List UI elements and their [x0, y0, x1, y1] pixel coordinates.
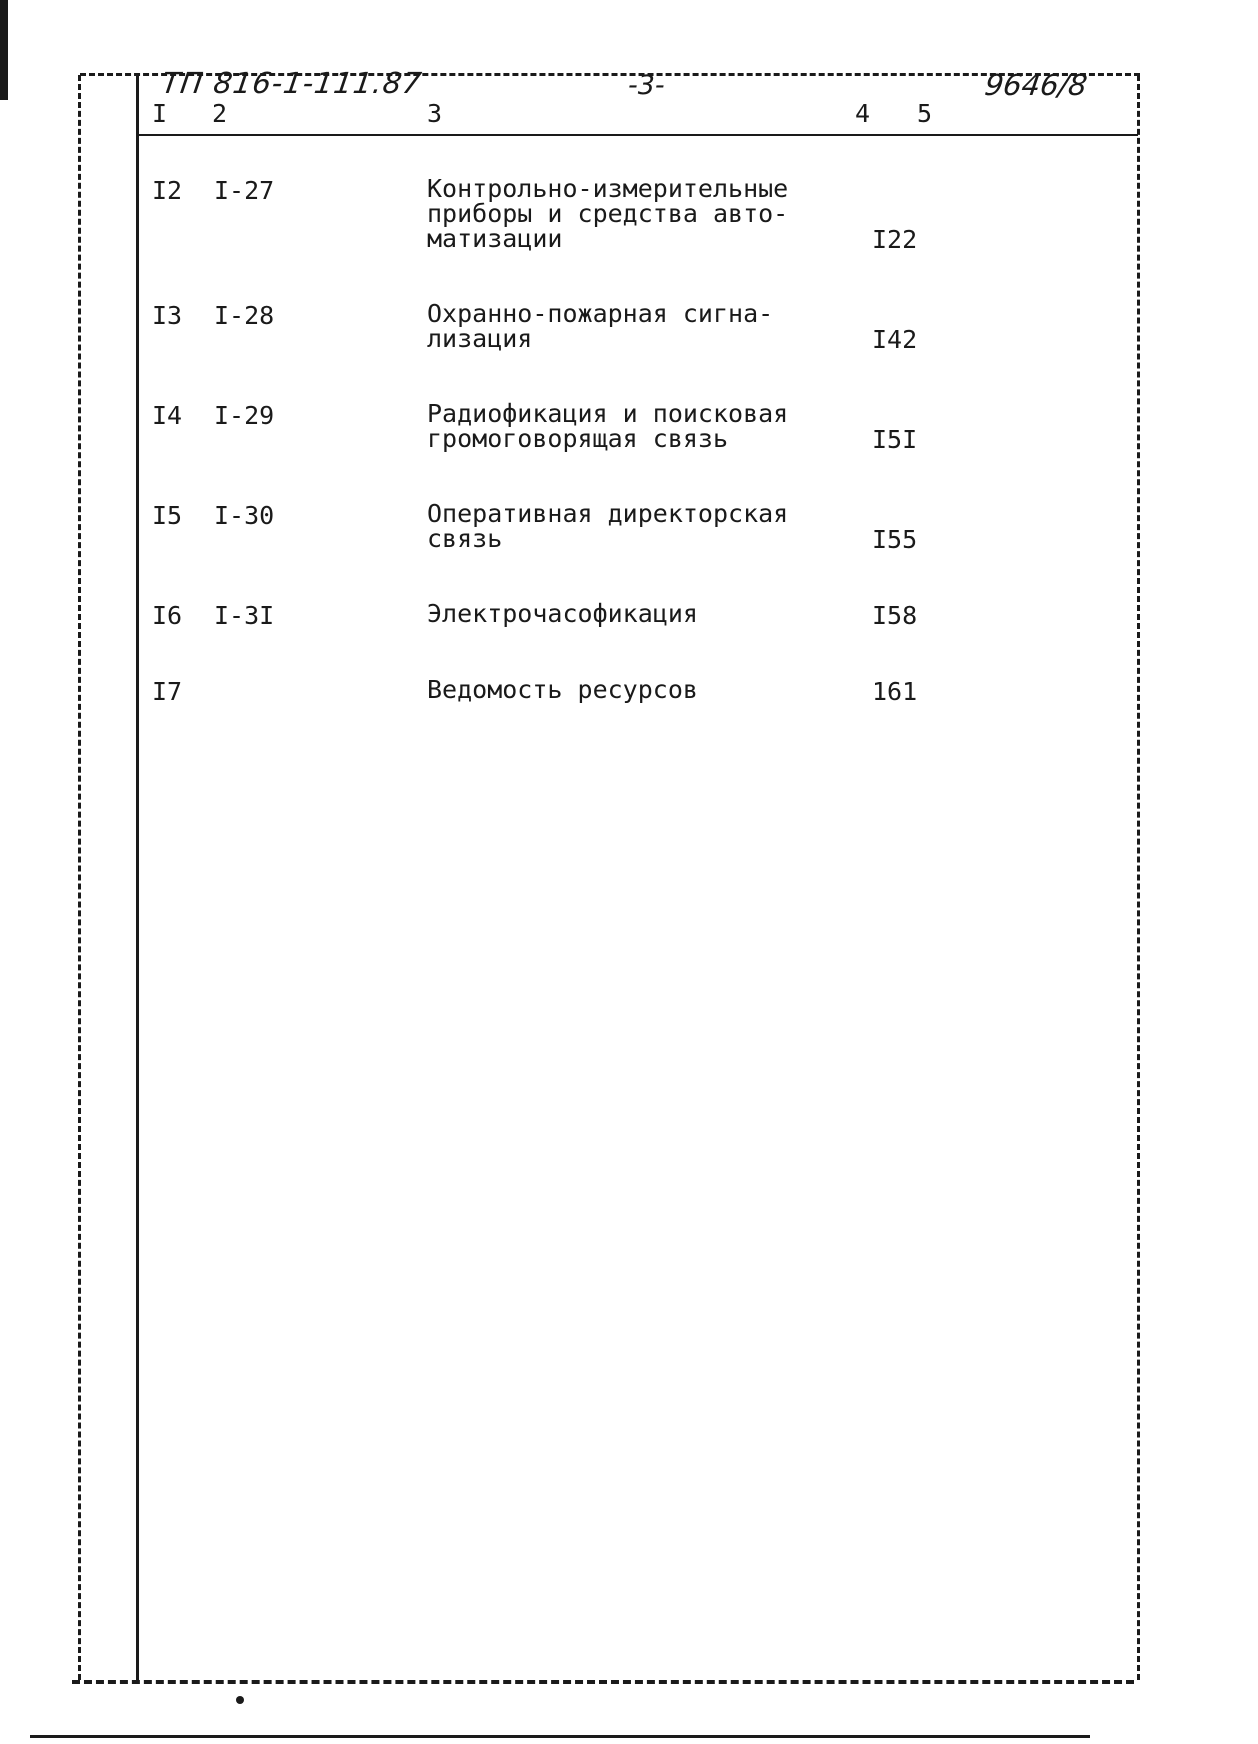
- row-number: I4: [152, 401, 183, 430]
- row-code: I-30: [214, 501, 275, 530]
- row-code: I-29: [214, 401, 275, 430]
- frame-left-inner-border: [136, 75, 139, 1680]
- row-page: 161: [872, 677, 918, 706]
- row-number: I3: [152, 301, 183, 330]
- row-title-line: Радиофикация и поисковая: [427, 399, 789, 428]
- scan-edge-mark: [0, 0, 8, 100]
- row-title: [427, 501, 807, 551]
- row-title-line: матизации: [427, 224, 563, 253]
- column-header-5: 5: [917, 99, 933, 128]
- ink-dot: [236, 1696, 244, 1704]
- row-title-line: Ведомость ресурсов: [427, 675, 698, 704]
- column-header-3: 3: [427, 99, 443, 128]
- frame-left-outer-border: [78, 75, 81, 1680]
- row-code: I-28: [214, 301, 275, 330]
- archive-number: 9646/8: [982, 68, 1090, 102]
- frame-bottom-border: [72, 1680, 1134, 1684]
- row-page: I55: [872, 525, 918, 554]
- row-title-line: лизация: [427, 324, 533, 353]
- row-title-line: Контрольно-измерительные: [427, 174, 789, 203]
- row-title-line: приборы и средства авто-: [427, 199, 789, 228]
- row-title-line: Электрочасофикация: [427, 599, 698, 628]
- row-title-line: связь: [427, 524, 503, 553]
- row-title: [427, 301, 807, 351]
- column-header-1: I: [152, 99, 168, 128]
- document-code: ТП 816-1-111.87: [159, 66, 425, 100]
- row-number: I6: [152, 601, 183, 630]
- row-title: [427, 601, 807, 626]
- row-number: I7: [152, 677, 183, 706]
- row-number: I2: [152, 176, 183, 205]
- row-title: [427, 176, 807, 251]
- row-title-line: Оперативная директорская: [427, 499, 789, 528]
- row-title: [427, 401, 807, 451]
- column-header-4: 4: [855, 99, 871, 128]
- row-page: I22: [872, 225, 918, 254]
- column-header-2: 2: [212, 99, 228, 128]
- row-code: I-3I: [214, 601, 275, 630]
- row-page: I5I: [872, 425, 918, 454]
- row-code: I-27: [214, 176, 275, 205]
- header-rule: [138, 134, 1138, 136]
- row-number: I5: [152, 501, 183, 530]
- frame-right-border: [1137, 75, 1140, 1680]
- scan-bottom-edge: [30, 1735, 1090, 1738]
- row-title-line: Охранно-пожарная сигна-: [427, 299, 774, 328]
- page-number: -3-: [628, 70, 665, 101]
- row-title: [427, 677, 807, 702]
- row-page: I42: [872, 325, 918, 354]
- row-page: I58: [872, 601, 918, 630]
- row-title-line: громоговорящая связь: [427, 424, 729, 453]
